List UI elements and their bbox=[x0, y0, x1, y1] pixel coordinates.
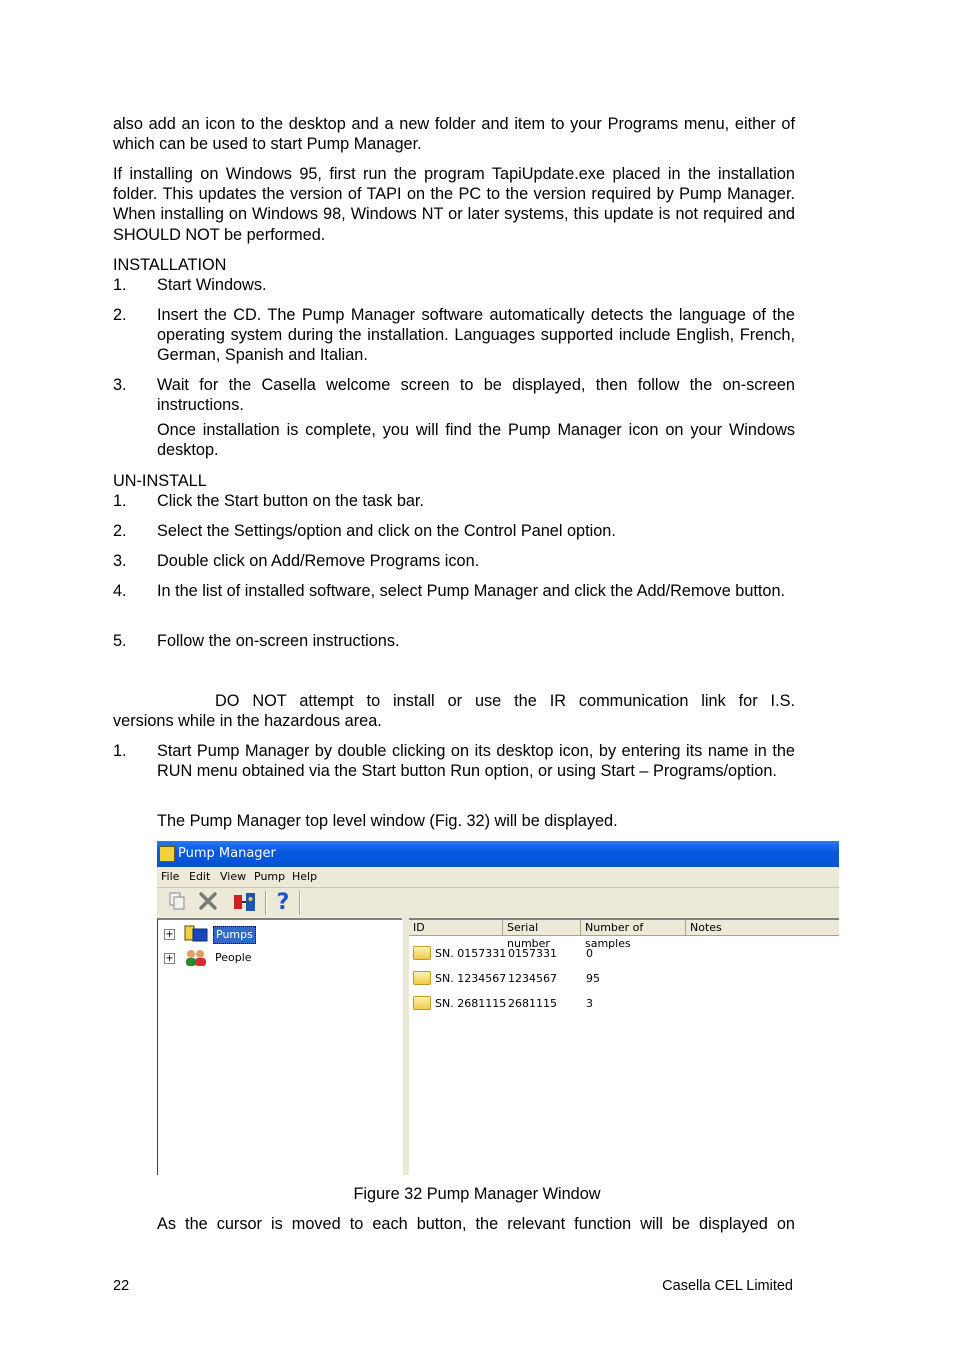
menu-file[interactable]: File bbox=[161, 870, 180, 883]
installation-heading: INSTALLATION bbox=[113, 256, 227, 274]
uninstall-heading: UN-INSTALL bbox=[113, 472, 207, 490]
menu-pump[interactable]: Pump bbox=[254, 870, 286, 883]
expand-icon[interactable]: + bbox=[165, 929, 174, 940]
people-icon bbox=[184, 949, 208, 967]
toolbar bbox=[157, 888, 839, 919]
tree-pane bbox=[157, 918, 402, 1175]
step-text: Start Pump Manager by double clicking on its desktop icon, by entering its name in the RUN menu obtained via the Start button Run option, or using Start – Programs/option. bbox=[157, 742, 795, 781]
menu-help[interactable]: Help bbox=[292, 870, 318, 883]
step-text: In the list of installed software, select Pump Manager and click the Add/Remove button. bbox=[157, 582, 786, 600]
toolbar-separator bbox=[299, 891, 301, 915]
menu-edit[interactable]: Edit bbox=[189, 870, 211, 883]
title-bar[interactable] bbox=[157, 841, 839, 867]
copy-icon[interactable] bbox=[165, 891, 189, 915]
cell-serial: 0157331 bbox=[508, 947, 557, 960]
step-text: Wait for the Casella welcome screen to be displayed, then follow the on-screen instructions. bbox=[157, 376, 795, 415]
step-text: Double click on Add/Remove Programs icon. bbox=[157, 552, 480, 570]
cell-samples: 0 bbox=[586, 947, 593, 960]
cell-id: SN. 1234567 bbox=[435, 972, 507, 985]
step-text: Start Windows. bbox=[157, 276, 267, 294]
folder-icon bbox=[413, 946, 431, 960]
step-number: 1. bbox=[113, 742, 127, 760]
warning-text-line-1: DO NOT attempt to install or use the IR communication link for I.S. bbox=[215, 692, 795, 710]
cell-serial: 1234567 bbox=[508, 972, 557, 985]
folder-icon bbox=[413, 971, 431, 985]
app-icon bbox=[159, 846, 175, 862]
column-header-id[interactable]: ID bbox=[409, 920, 503, 936]
toolbar-separator bbox=[265, 891, 267, 915]
step-number: 1. bbox=[113, 276, 127, 294]
folder-icon bbox=[413, 996, 431, 1010]
pump-manager-window bbox=[157, 841, 839, 1175]
tree-label-people[interactable]: People bbox=[215, 951, 252, 964]
start-note: The Pump Manager top level window (Fig. 32) will be displayed. bbox=[157, 812, 618, 830]
installation-note: Once installation is complete, you will find the Pump Manager icon on your Windows desktop. bbox=[157, 421, 795, 460]
cell-samples: 95 bbox=[586, 972, 600, 985]
help-icon[interactable]: ? bbox=[276, 890, 290, 915]
menu-view[interactable]: View bbox=[220, 870, 247, 883]
figure-caption: Figure 32 Pump Manager Window bbox=[353, 1185, 601, 1203]
step-number: 2. bbox=[113, 522, 127, 540]
step-number: 4. bbox=[113, 582, 127, 600]
step-number: 5. bbox=[113, 632, 127, 650]
expand-icon[interactable]: + bbox=[165, 953, 174, 964]
tree-label-pumps[interactable]: Pumps bbox=[213, 926, 256, 944]
column-header-samples[interactable]: Number of samples bbox=[581, 920, 686, 936]
menu-bar bbox=[157, 867, 839, 888]
delete-icon[interactable] bbox=[196, 891, 220, 915]
closing-line: As the cursor is moved to each button, the relevant function will be displayed on bbox=[157, 1215, 795, 1233]
column-header-notes[interactable]: Notes bbox=[686, 920, 839, 936]
step-text: Click the Start button on the task bar. bbox=[157, 492, 424, 510]
connect-icon[interactable] bbox=[233, 891, 257, 915]
pump-icon bbox=[184, 925, 208, 943]
window-title: Pump Manager bbox=[178, 846, 276, 861]
cell-id: SN. 2681115 bbox=[435, 997, 507, 1010]
footer-company: Casella CEL Limited bbox=[662, 1278, 793, 1294]
step-text: Insert the CD. The Pump Manager software automatically detects the language of the operating system during the installation. Languages supported include English, French, German, Spanish and Italian. bbox=[157, 306, 795, 365]
page-number: 22 bbox=[113, 1278, 130, 1294]
step-number: 2. bbox=[113, 306, 127, 324]
cell-id: SN. 0157331 bbox=[435, 947, 507, 960]
step-number: 3. bbox=[113, 376, 127, 394]
cell-serial: 2681115 bbox=[508, 997, 557, 1010]
step-text: Follow the on-screen instructions. bbox=[157, 632, 400, 650]
intro-paragraph-2: If installing on Windows 95, first run the program TapiUpdate.exe placed in the installation folder. This updates the version of TAPI on the PC to the version required by Pump Manager. When installing on Windows 98, Windows NT or later systems, this update is not required and SHOULD NOT be performed. bbox=[113, 165, 795, 244]
step-number: 3. bbox=[113, 552, 127, 570]
warning-text-line-2: versions while in the hazardous area. bbox=[113, 712, 382, 730]
step-number: 1. bbox=[113, 492, 127, 510]
step-text: Select the Settings/option and click on the Control Panel option. bbox=[157, 522, 616, 540]
list-pane bbox=[409, 918, 839, 1175]
cell-samples: 3 bbox=[586, 997, 593, 1010]
intro-paragraph-1: also add an icon to the desktop and a new folder and item to your Programs menu, either of which can be used to start Pump Manager. bbox=[113, 115, 795, 154]
column-header-serial[interactable]: Serial number bbox=[503, 920, 581, 936]
